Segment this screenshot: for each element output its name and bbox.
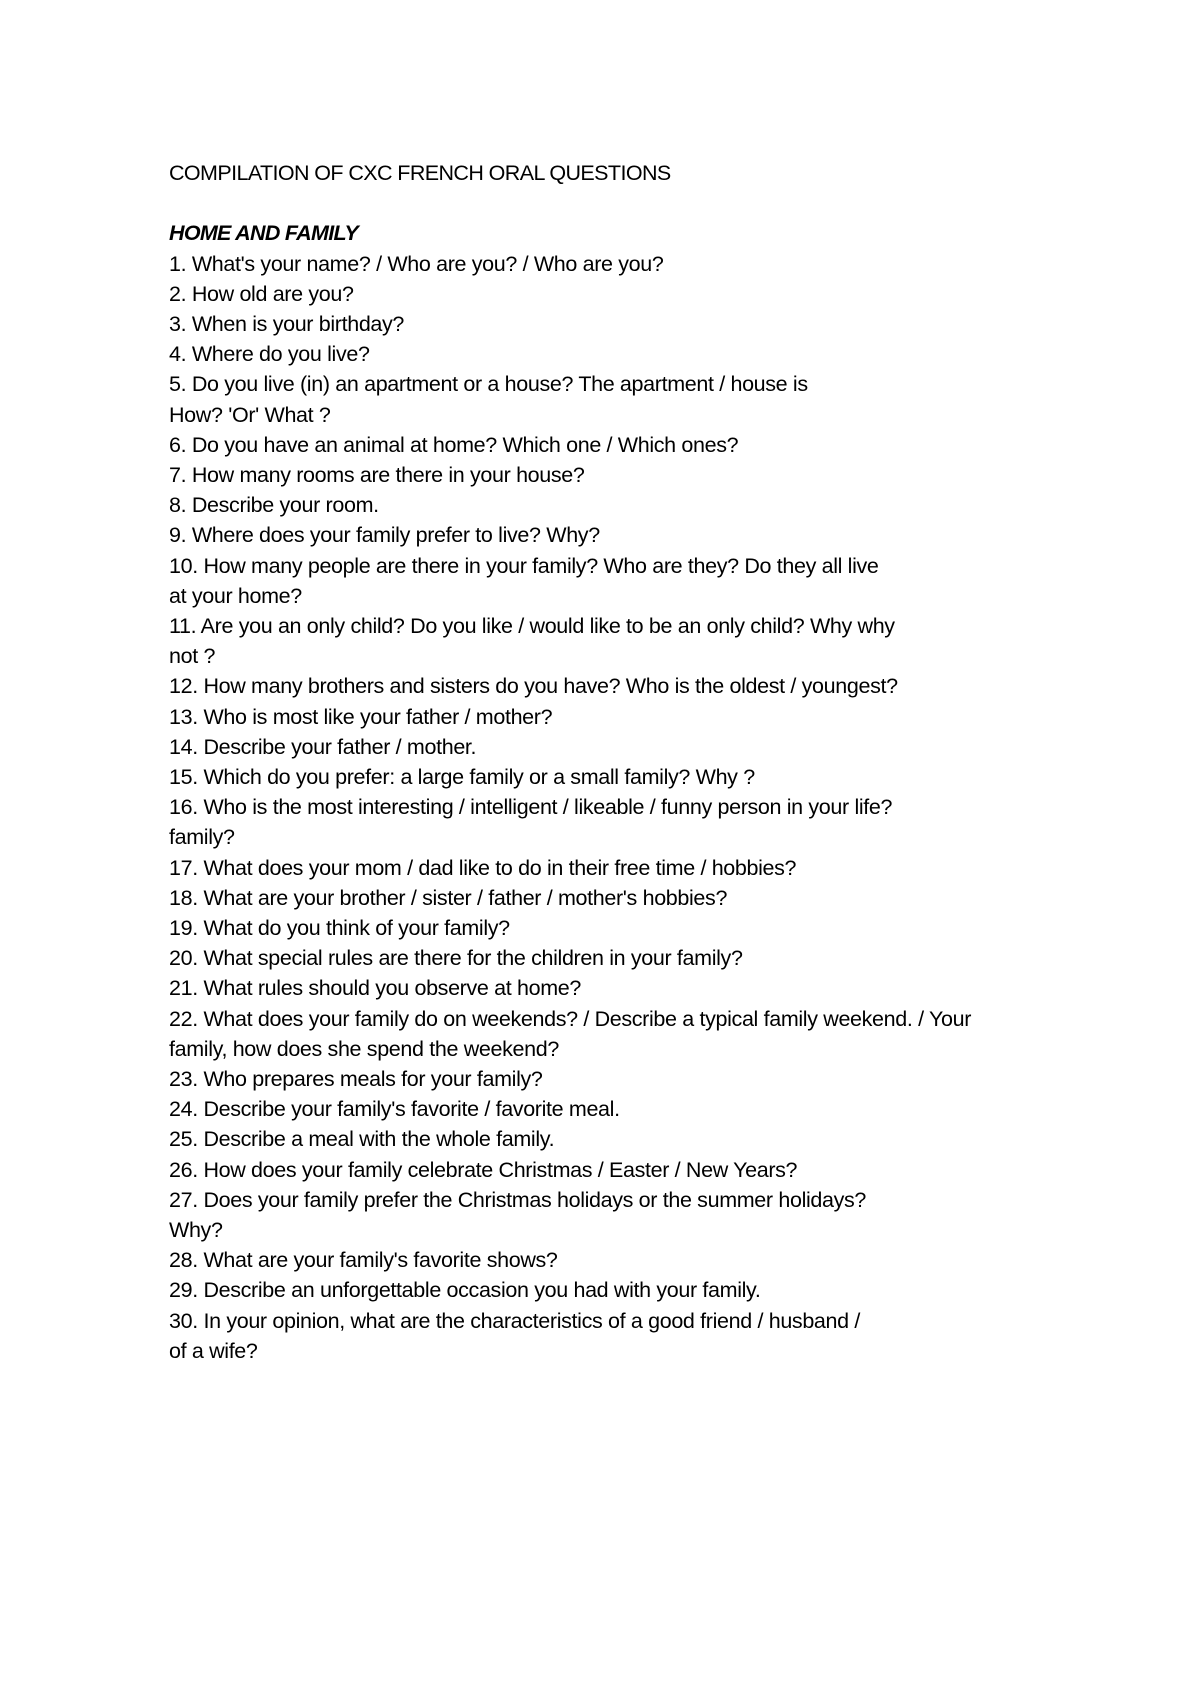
question-text: 23. Who prepares meals for your family? xyxy=(169,1067,543,1092)
question-item xyxy=(169,279,1089,309)
question-item xyxy=(169,1245,1089,1275)
document-body xyxy=(169,158,1089,1366)
question-text: 28. What are your family's favorite shows? xyxy=(169,1248,558,1273)
question-item xyxy=(169,1185,1089,1245)
question-item xyxy=(169,762,1089,792)
question-text-continued: of a wife? xyxy=(169,1338,258,1363)
question-text: 12. How many brothers and sisters do you have? Who is the oldest / youngest? xyxy=(169,674,898,699)
section-heading: HOME AND FAMILY xyxy=(169,221,358,246)
question-item xyxy=(169,973,1089,1003)
question-text-continued: at your home? xyxy=(169,583,302,608)
question-item xyxy=(169,1064,1089,1094)
document-title: COMPILATION OF CXC FRENCH ORAL QUESTIONS xyxy=(169,161,671,185)
question-text: 10. How many people are there in your family? Who are they? Do they all live xyxy=(169,553,879,578)
question-item xyxy=(169,1275,1089,1305)
question-text-continued: family? xyxy=(169,825,235,850)
question-text: 22. What does your family do on weekends? / Describe a typical family weekend. / Your xyxy=(169,1006,972,1031)
question-text: 6. Do you have an animal at home? Which one / Which ones? xyxy=(169,432,739,457)
question-text: 16. Who is the most interesting / intelligent / likeable / funny person in your life? xyxy=(169,795,893,820)
question-text: 9. Where does your family prefer to live? Why? xyxy=(169,523,600,548)
question-item xyxy=(169,1155,1089,1185)
question-text: 5. Do you live (in) an apartment or a house? The apartment / house is xyxy=(169,372,808,397)
question-text: 24. Describe your family's favorite / favorite meal. xyxy=(169,1097,620,1122)
question-item xyxy=(169,339,1089,369)
question-item xyxy=(169,1094,1089,1124)
question-text: 20. What special rules are there for the children in your family? xyxy=(169,946,743,971)
question-text: 2. How old are you? xyxy=(169,281,354,306)
question-text: 21. What rules should you observe at home? xyxy=(169,976,581,1001)
question-item xyxy=(169,520,1089,550)
question-text: 27. Does your family prefer the Christmas holidays or the summer holidays? xyxy=(169,1187,867,1212)
question-item xyxy=(169,883,1089,913)
question-item xyxy=(169,309,1089,339)
question-item xyxy=(169,853,1089,883)
question-item xyxy=(169,369,1089,429)
question-text: 11. Are you an only child? Do you like / would like to be an only child? Why why xyxy=(169,614,895,639)
question-text: 13. Who is most like your father / mother? xyxy=(169,704,553,729)
question-item xyxy=(169,611,1089,671)
spacer xyxy=(169,188,1089,218)
question-text: 14. Describe your father / mother. xyxy=(169,734,477,759)
question-text-continued: How? 'Or' What ? xyxy=(169,402,331,427)
question-item xyxy=(169,913,1089,943)
question-text-continued: family, how does she spend the weekend? xyxy=(169,1036,559,1061)
question-text: 3. When is your birthday? xyxy=(169,311,405,336)
question-item xyxy=(169,732,1089,762)
question-text: 1. What's your name? / Who are you? / Who are you? xyxy=(169,251,664,276)
question-text: 8. Describe your room. xyxy=(169,493,379,518)
question-text: 29. Describe an unforgettable occasion you had with your family. xyxy=(169,1278,761,1303)
question-item xyxy=(169,702,1089,732)
question-text: 30. In your opinion, what are the characteristics of a good friend / husband / xyxy=(169,1308,860,1333)
question-item xyxy=(169,1004,1089,1064)
question-text: 25. Describe a meal with the whole family. xyxy=(169,1127,555,1152)
question-item xyxy=(169,490,1089,520)
question-item xyxy=(169,671,1089,701)
question-list xyxy=(169,249,1089,1367)
question-text: 18. What are your brother / sister / father / mother's hobbies? xyxy=(169,885,728,910)
question-item xyxy=(169,792,1089,852)
question-item xyxy=(169,430,1089,460)
question-item xyxy=(169,551,1089,611)
question-text-continued: not ? xyxy=(169,644,216,669)
question-text: 7. How many rooms are there in your house? xyxy=(169,463,585,487)
question-item xyxy=(169,1306,1089,1366)
question-item xyxy=(169,249,1089,279)
question-text: 15. Which do you prefer: a large family or a small family? Why ? xyxy=(169,765,755,790)
question-item xyxy=(169,943,1089,973)
question-text: 4. Where do you live? xyxy=(169,342,370,367)
question-text: 19. What do you think of your family? xyxy=(169,916,510,941)
question-item xyxy=(169,1124,1089,1154)
question-item xyxy=(169,460,1089,490)
question-text: 26. How does your family celebrate Christmas / Easter / New Years? xyxy=(169,1157,798,1182)
question-text-continued: Why? xyxy=(169,1218,223,1243)
question-text: 17. What does your mom / dad like to do in their free time / hobbies? xyxy=(169,855,797,880)
